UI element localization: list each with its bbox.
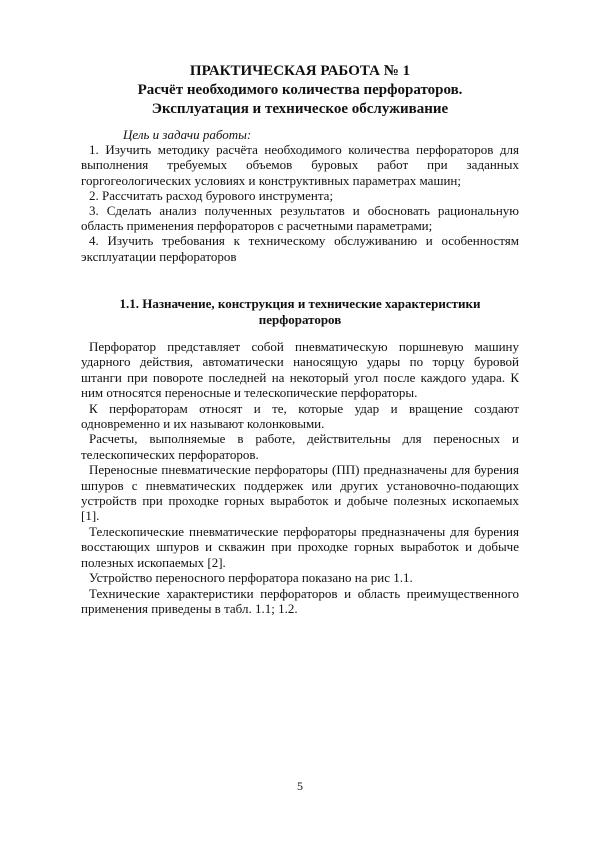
paragraph-5: Телескопические пневматические перфораторы предназначены для бурения восстающих шпуров и скважин при проходке горных выработок и добыче полезных ископаемых [2].: [81, 523, 519, 570]
aims-section: [81, 127, 519, 264]
page-number: 5: [297, 779, 303, 793]
paragraph-4: Переносные пневматические перфораторы (ПП) предназначены для бурения шпуров с пневматических поддержек или других установочно-подающих устройств при проходке горных выработок и добыче полезных ископаемых [1].: [81, 462, 519, 524]
paragraph-1: Перфоратор представляет собой пневматическую поршневую машину ударного действия, автоматически наносящую удары по торцу буровой штанги при повороте последней на некоторый угол после каждого удара. К ним относятся переносные и телескопические перфораторы.: [81, 339, 519, 401]
aims-heading: Цель и задачи работы:: [123, 127, 252, 142]
aim-item-2: 2. Рассчитать расход бурового инструмента;: [89, 187, 334, 203]
aim-item-3: 3. Сделать анализ полученных результатов и обосновать рациональную область применения перфораторов с расчетными параметрами;: [81, 203, 519, 234]
paragraph-3: Расчеты, выполняемые в работе, действительны для переносных и телескопических перфораторов.: [81, 431, 519, 462]
paragraph-7: Технические характеристики перфораторов и область преимущественного применения приведены в табл. 1.1; 1.2.: [81, 585, 519, 616]
document-title: [0, 62, 600, 119]
title-line-3: Эксплуатация и техническое обслуживание: [151, 101, 449, 117]
section-heading: 1.1. Назначение, конструкция и технические характеристики перфораторов: [119, 296, 481, 327]
aim-item-1: 1. Изучить методику расчёта необходимого количества перфораторов для выполнения требуемых объемов буровых работ при заданных горгогеологических условиях и конструктивных параметрах машин;: [81, 142, 519, 188]
title-line-2: Расчёт необходимого количества перфораторов.: [137, 82, 463, 98]
section-content: [81, 339, 519, 616]
paragraph-6: Устройство переносного перфоратора показано на рис 1.1.: [89, 570, 413, 586]
aim-item-4: 4. Изучить требования к техническому обслуживанию и особенностям эксплуатации перфораторов: [81, 233, 519, 264]
paragraph-2: К перфораторам относят и те, которые удар и вращение создают одновременно и их называют колонковыми.: [81, 400, 519, 432]
title-line-1: ПРАКТИЧЕСКАЯ РАБОТА № 1: [189, 63, 411, 79]
